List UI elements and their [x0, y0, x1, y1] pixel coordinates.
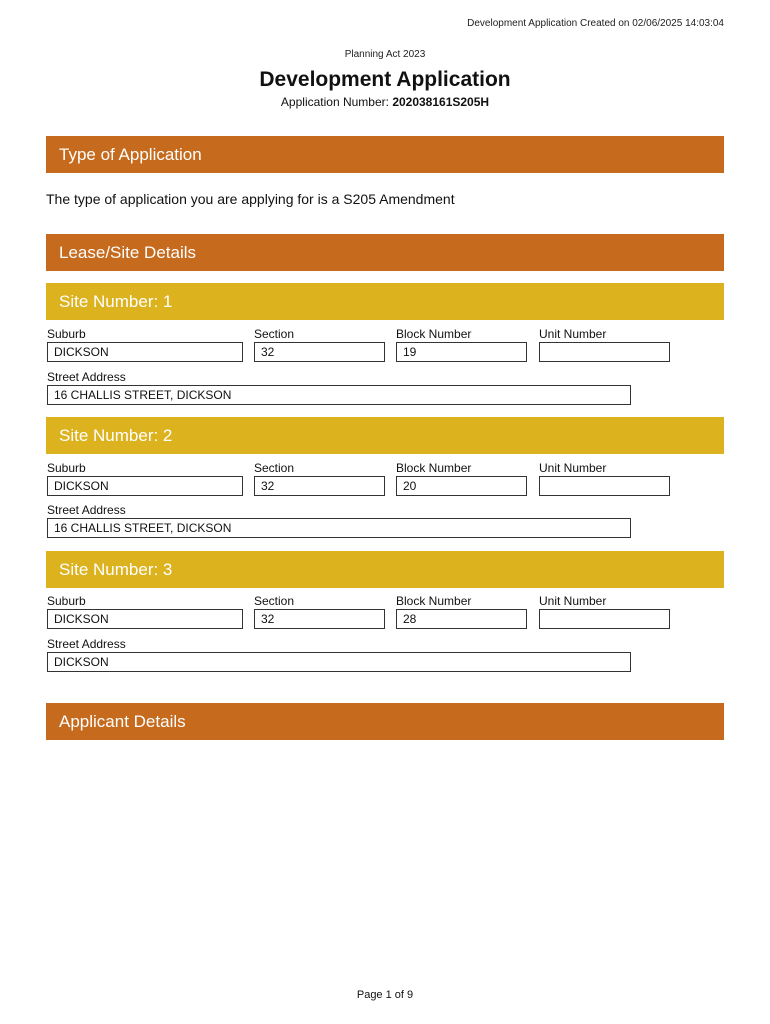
site-2-block-label: Block Number — [396, 461, 472, 475]
site-2-street-field[interactable]: 16 CHALLIS STREET, DICKSON — [47, 518, 631, 538]
site-2-section-label: Section — [254, 461, 295, 475]
site-3-block-label: Block Number — [396, 594, 472, 608]
site-3-suburb-label: Suburb — [47, 594, 86, 608]
site-2-suburb-field[interactable]: DICKSON — [47, 476, 243, 496]
planning-act: Planning Act 2023 — [344, 49, 426, 60]
site-1-heading: Site Number: 1 — [46, 283, 724, 320]
site-1-suburb-field[interactable]: DICKSON — [47, 342, 243, 362]
site-3-street-label: Street Address — [47, 637, 126, 651]
type-of-application-text: The type of application you are applying for is a S205 Amendment — [46, 191, 455, 207]
site-2-heading: Site Number: 2 — [46, 417, 724, 454]
site-3-unit-label: Unit Number — [539, 594, 607, 608]
site-3-street-field[interactable]: DICKSON — [47, 652, 631, 672]
site-2-unit-label: Unit Number — [539, 461, 607, 475]
application-number-value: 202038161S205H — [392, 95, 490, 109]
site-1-block-label: Block Number — [396, 327, 472, 341]
site-2-street-label: Street Address — [47, 503, 126, 517]
site-3-section-label: Section — [254, 594, 295, 608]
site-1-section-field[interactable]: 32 — [254, 342, 385, 362]
site-3-suburb-field[interactable]: DICKSON — [47, 609, 243, 629]
site-1-block-field[interactable]: 19 — [396, 342, 527, 362]
site-1-street-label: Street Address — [47, 370, 126, 384]
site-3-unit-field[interactable] — [539, 609, 670, 629]
page-title: Development Application — [259, 68, 511, 91]
site-3-heading: Site Number: 3 — [46, 551, 724, 588]
created-timestamp: Development Application Created on 02/06/2025 14:03:04 — [467, 18, 724, 29]
site-2-section-field[interactable]: 32 — [254, 476, 385, 496]
application-number — [0, 95, 770, 109]
page-number: Page 1 of 9 — [356, 989, 414, 1001]
site-3-block-field[interactable]: 28 — [396, 609, 527, 629]
site-1-unit-label: Unit Number — [539, 327, 607, 341]
application-number-label: Application Number: — [280, 95, 393, 109]
type-of-application-heading: Type of Application — [46, 136, 724, 173]
applicant-details-heading: Applicant Details — [46, 703, 724, 740]
site-1-suburb-label: Suburb — [47, 327, 86, 341]
site-1-unit-field[interactable] — [539, 342, 670, 362]
site-1-section-label: Section — [254, 327, 295, 341]
site-2-block-field[interactable]: 20 — [396, 476, 527, 496]
site-2-unit-field[interactable] — [539, 476, 670, 496]
site-2-suburb-label: Suburb — [47, 461, 86, 475]
site-3-section-field[interactable]: 32 — [254, 609, 385, 629]
lease-site-details-heading: Lease/Site Details — [46, 234, 724, 271]
site-1-street-field[interactable]: 16 CHALLIS STREET, DICKSON — [47, 385, 631, 405]
